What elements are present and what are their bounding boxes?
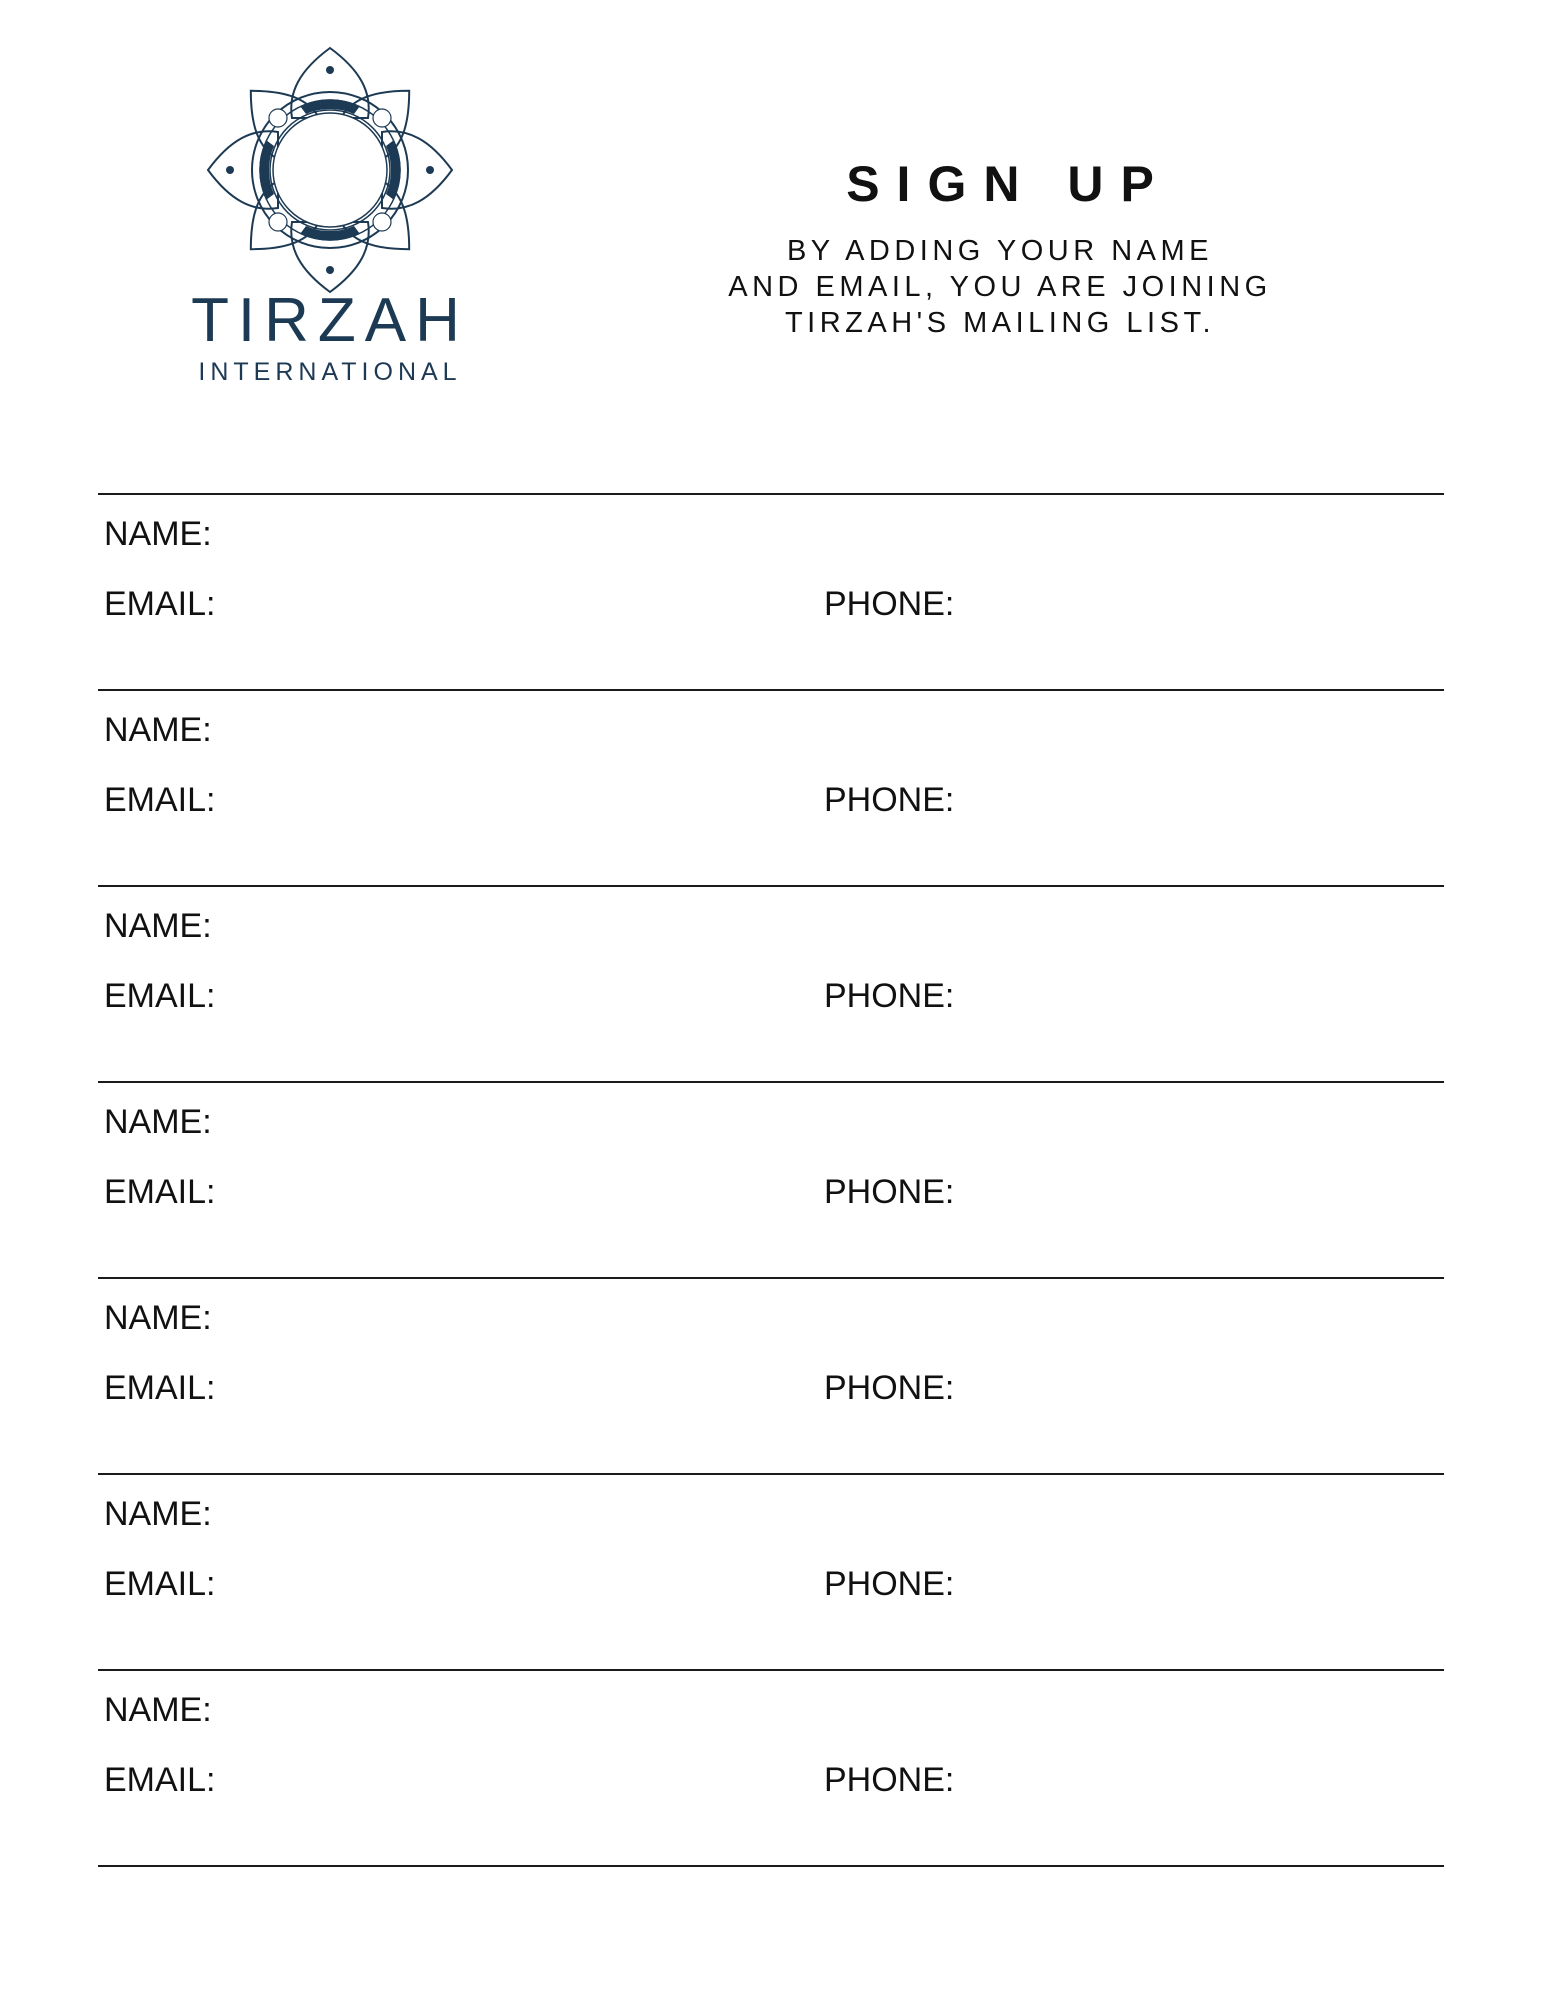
divider (98, 1865, 1444, 1867)
signup-entry (98, 691, 1444, 885)
email-field[interactable]: EMAIL: (104, 1369, 216, 1407)
phone-field[interactable]: PHONE: (824, 977, 955, 1015)
phone-field[interactable]: PHONE: (824, 585, 955, 623)
phone-field[interactable]: PHONE: (824, 1565, 955, 1603)
email-field[interactable]: EMAIL: (104, 1565, 216, 1603)
subtitle-line: AND EMAIL, YOU ARE JOINING (728, 271, 1272, 303)
name-field[interactable]: NAME: (104, 1495, 212, 1533)
mandala-flower-logo-icon (205, 45, 455, 295)
signup-entry (98, 887, 1444, 1081)
phone-field[interactable]: PHONE: (824, 781, 955, 819)
phone-field[interactable]: PHONE: (824, 1369, 955, 1407)
signup-form (98, 493, 1444, 1867)
name-field[interactable]: NAME: (104, 907, 212, 945)
brand-subname: INTERNATIONAL (198, 358, 462, 386)
email-field[interactable]: EMAIL: (104, 1173, 216, 1211)
name-field[interactable]: NAME: (104, 515, 212, 553)
email-field[interactable]: EMAIL: (104, 977, 216, 1015)
email-field[interactable]: EMAIL: (104, 1761, 216, 1799)
phone-field[interactable]: PHONE: (824, 1761, 955, 1799)
subtitle-line: TIRZAH'S MAILING LIST. (784, 307, 1216, 339)
signup-entry (98, 1083, 1444, 1277)
signup-entry (98, 1279, 1444, 1473)
email-field[interactable]: EMAIL: (104, 585, 216, 623)
page-subtitle (700, 233, 1300, 341)
brand-logo (180, 45, 480, 395)
name-field[interactable]: NAME: (104, 1691, 212, 1729)
name-field[interactable]: NAME: (104, 711, 212, 749)
name-field[interactable]: NAME: (104, 1103, 212, 1141)
signup-entry (98, 1475, 1444, 1669)
page-title: SIGN UP (846, 156, 1171, 212)
brand-name: TIRZAH (191, 286, 469, 355)
name-field[interactable]: NAME: (104, 1299, 212, 1337)
signup-heading (700, 155, 1300, 341)
email-field[interactable]: EMAIL: (104, 781, 216, 819)
phone-field[interactable]: PHONE: (824, 1173, 955, 1211)
signup-entry (98, 1671, 1444, 1865)
signup-entry (98, 495, 1444, 689)
subtitle-line: BY ADDING YOUR NAME (786, 235, 1214, 267)
